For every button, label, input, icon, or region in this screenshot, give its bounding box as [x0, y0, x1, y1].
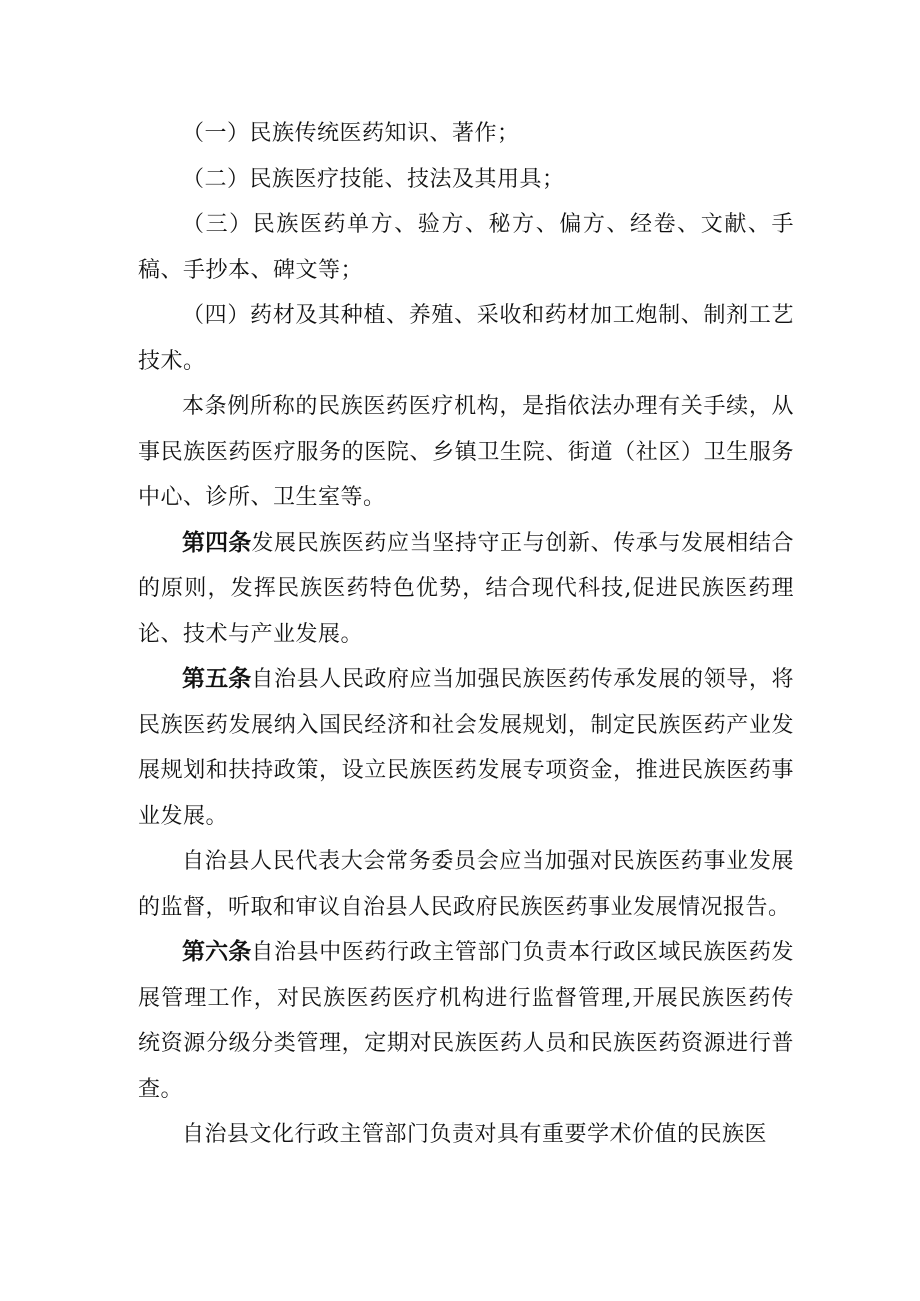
- article-number: 第四条: [182, 529, 252, 556]
- paragraph-5: [138, 384, 794, 521]
- paragraph-text: （一）民族传统医药知识、著作；: [182, 121, 520, 146]
- paragraph-text: 发展民族医药应当坚持守正与创新、传承与发展相结合的原则，发挥民族医药特色优势，结合现代科技,促进民族医药理论、技术与产业发展。: [138, 530, 795, 647]
- paragraph-1: [138, 111, 794, 157]
- document-body: [138, 111, 794, 1158]
- paragraph-text: 自治县文化行政主管部门负责对具有重要学术价值的民族医: [182, 1122, 768, 1147]
- paragraph-article-4: [138, 521, 794, 658]
- paragraph-4: [138, 293, 794, 384]
- paragraph-3: [138, 202, 794, 293]
- paragraph-article-6: [138, 930, 794, 1112]
- paragraph-text: （三）民族医药单方、验方、秘方、偏方、经卷、文献、手稿、手抄本、碑文等；: [138, 212, 794, 283]
- paragraph-10: [138, 1112, 794, 1158]
- paragraph-text: 自治县中医药行政主管部门负责本行政区域民族医药发展管理工作，对民族医药医疗机构进行监督管理,开展民族医药传统资源分级分类管理，定期对民族医药人员和民族医药资源进行普查。: [138, 940, 795, 1102]
- paragraph-text: （二）民族医疗技能、技法及其用具；: [182, 166, 565, 192]
- paragraph-8: [138, 839, 794, 930]
- paragraph-article-5: [138, 657, 794, 839]
- paragraph-text: （四）药材及其种植、养殖、采收和药材加工炮制、制剂工艺技术。: [138, 303, 794, 374]
- paragraph-text: 自治县人民代表大会常务委员会应当加强对民族医药事业发展的监督，听取和审议自治县人民政府民族医药事业发展情况报告。: [138, 849, 794, 920]
- article-number: 第五条: [182, 666, 252, 692]
- article-number: 第六条: [182, 939, 252, 965]
- paragraph-2: [138, 157, 794, 203]
- paragraph-text: 自治县人民政府应当加强民族医药传承发展的领导，将民族医药发展纳入国民经济和社会发展规划，制定民族医药产业发展规划和扶持政策，设立民族医药发展专项资金，推进民族医药事业发展。: [138, 667, 795, 829]
- paragraph-text: 本条例所称的民族医药医疗机构，是指依法办理有关手续，从事民族医药医疗服务的医院、乡镇卫生院、街道（社区）卫生服务中心、诊所、卫生室等。: [138, 394, 794, 510]
